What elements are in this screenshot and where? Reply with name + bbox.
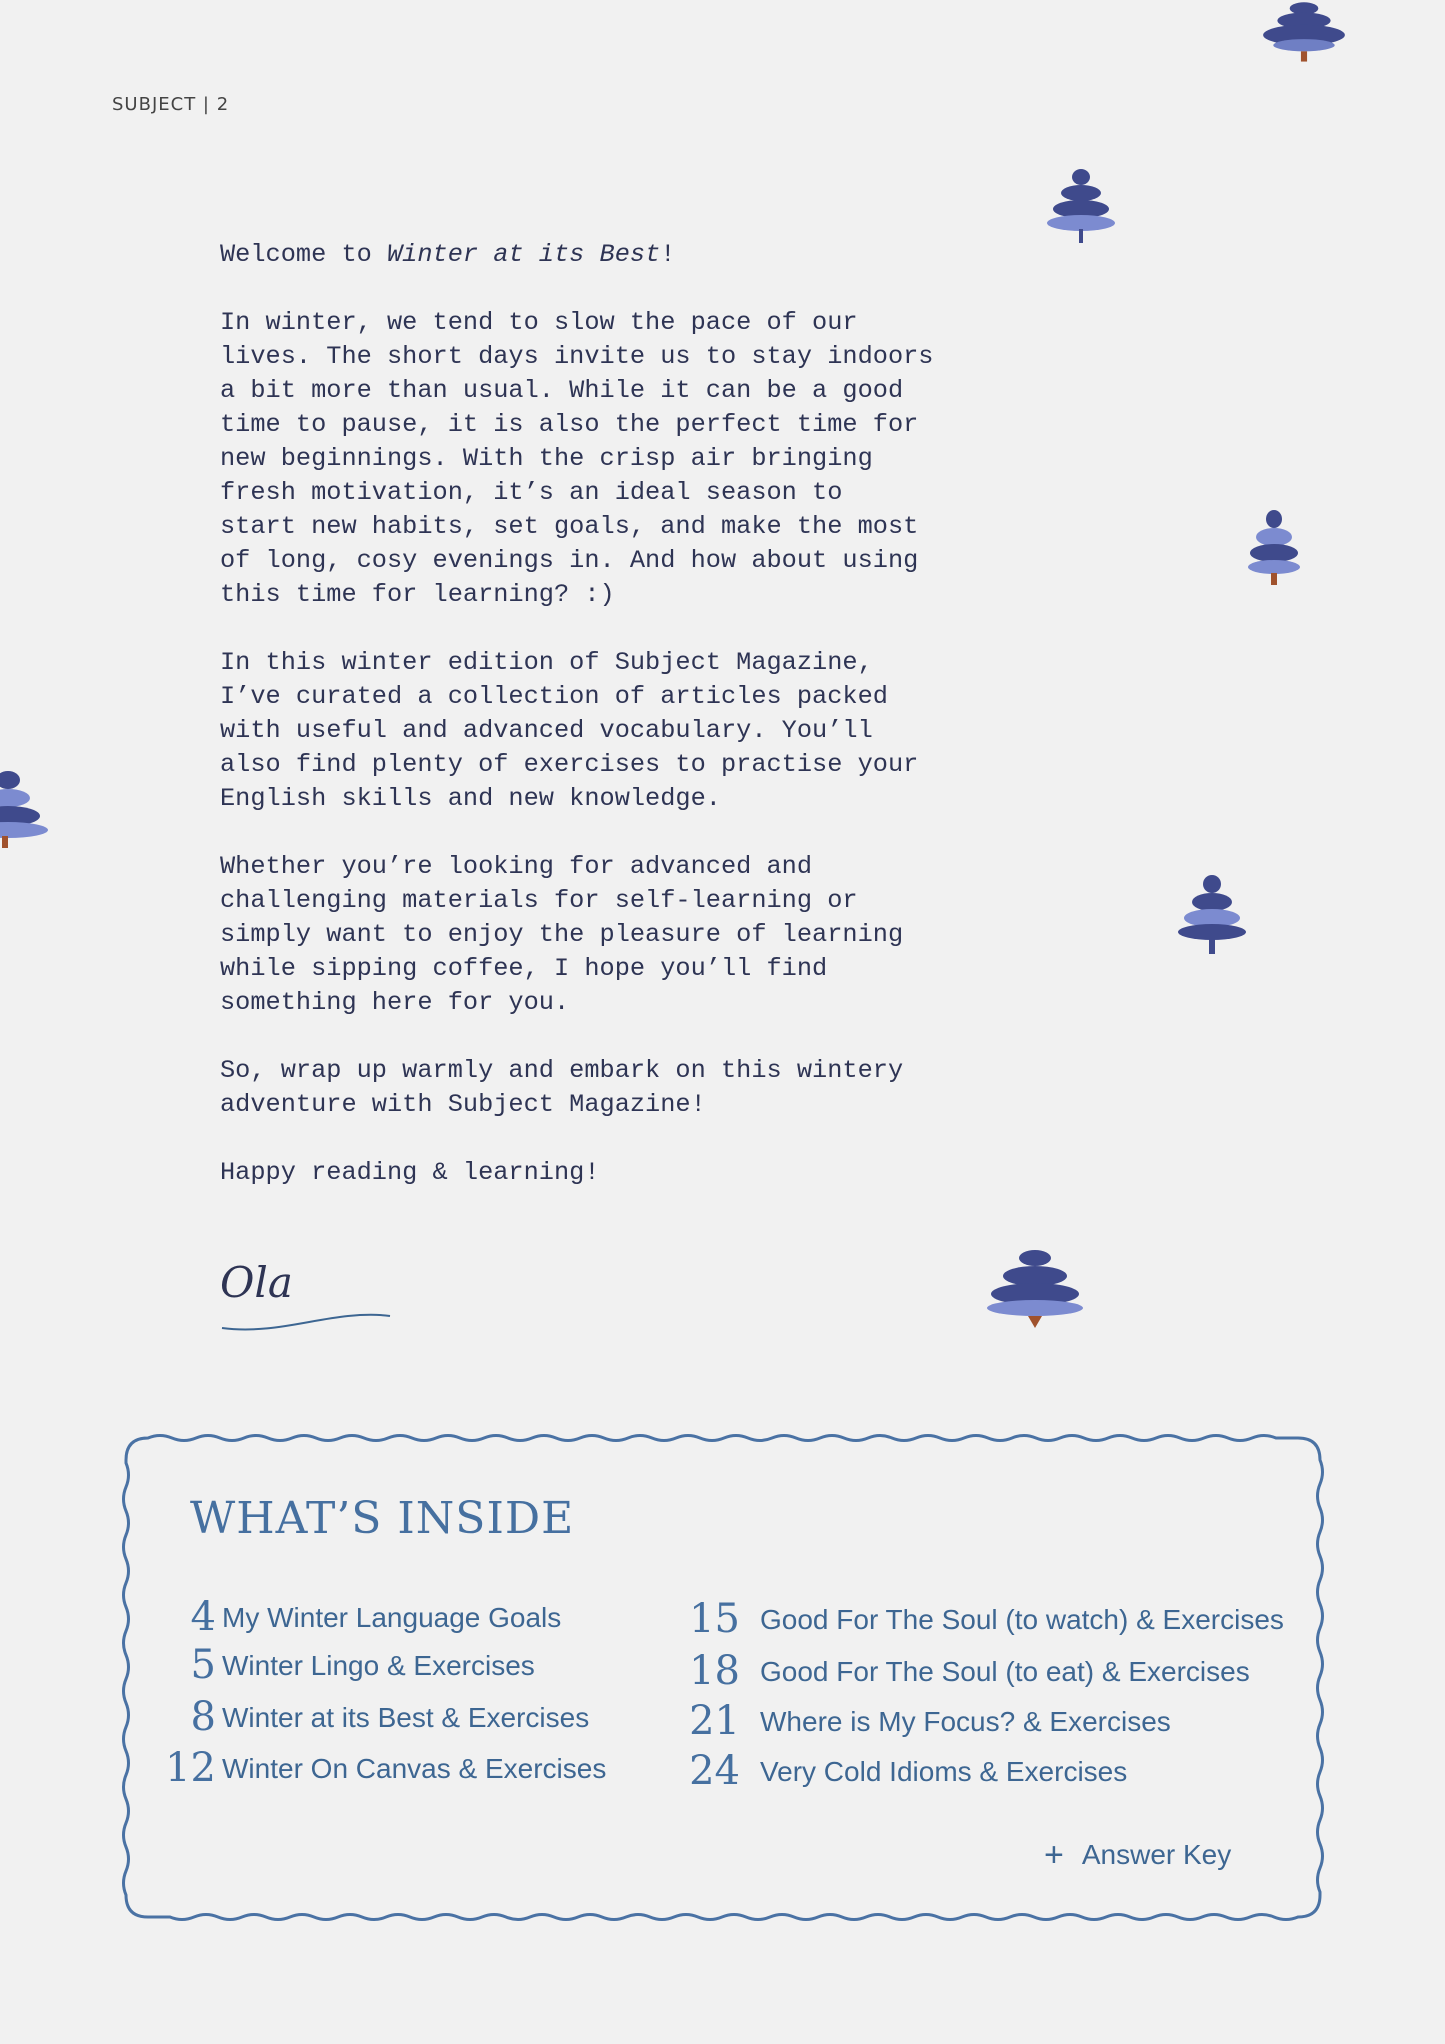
toc-entry[interactable]: Winter Lingo & Exercises xyxy=(222,1650,535,1681)
text-line: this time for learning? :) xyxy=(220,580,615,609)
paragraph-2 xyxy=(220,646,1020,816)
toc-entry[interactable]: Winter at its Best & Exercises xyxy=(222,1702,590,1733)
text-line: lives. The short days invite us to stay indoors xyxy=(220,342,934,371)
toc-entry[interactable]: Where is My Focus? & Exercises xyxy=(760,1706,1171,1737)
text-line: start new habits, set goals, and make the most xyxy=(220,512,919,541)
toc-page-number: 8 xyxy=(190,1694,216,1740)
toc-page-number: 24 xyxy=(689,1748,740,1794)
toc-entry[interactable]: My Winter Language Goals xyxy=(222,1602,562,1633)
magazine-issue-title: Winter at its Best xyxy=(387,240,661,269)
toc-page-number: 12 xyxy=(165,1745,216,1791)
text-line: English skills and new knowledge. xyxy=(220,784,721,813)
paragraph-1 xyxy=(220,306,1020,612)
tree-icon xyxy=(1176,870,1248,960)
answer-key-link[interactable] xyxy=(1044,1835,1231,1875)
signature-underline xyxy=(218,1298,398,1338)
text-line: adventure with Subject Magazine! xyxy=(220,1090,706,1119)
text-line: with useful and advanced vocabulary. You’ll xyxy=(220,716,873,745)
text-line: challenging materials for self-learning or xyxy=(220,886,858,915)
toc-page-number: 18 xyxy=(689,1648,740,1694)
text-line: In winter, we tend to slow the pace of our xyxy=(220,308,858,337)
text-line: fresh motivation, it’s an ideal season to xyxy=(220,478,843,507)
text-line: while sipping coffee, I hope you’ll find xyxy=(220,954,828,983)
paragraph-3 xyxy=(220,850,1020,1020)
paragraph-4 xyxy=(220,1054,1020,1122)
text-line: also find plenty of exercises to practise your xyxy=(220,750,919,779)
toc-entry[interactable]: Very Cold Idioms & Exercises xyxy=(760,1756,1128,1787)
toc-page-number: 21 xyxy=(689,1698,740,1744)
answer-key-label: Answer Key xyxy=(1081,1839,1232,1870)
toc-entry[interactable]: Good For The Soul (to watch) & Exercises xyxy=(760,1604,1284,1635)
text-line: I’ve curated a collection of articles packed xyxy=(220,682,888,711)
text-line: something here for you. xyxy=(220,988,570,1017)
greeting: Welcome to Winter at its Best! xyxy=(220,240,676,269)
text-line: a bit more than usual. While it can be a good xyxy=(220,376,904,405)
text-line: of long, cosy evenings in. And how about using xyxy=(220,546,919,575)
toc-entry[interactable]: Winter On Canvas & Exercises xyxy=(222,1753,607,1784)
tree-icon xyxy=(0,760,52,856)
signature-name: Ola xyxy=(220,1258,293,1307)
toc-title: WHAT’S INSIDE xyxy=(190,1493,575,1544)
toc-page-number: 4 xyxy=(190,1594,216,1640)
signature xyxy=(218,1258,398,1338)
text-line: new beginnings. With the crisp air bringing xyxy=(220,444,873,473)
text-line: simply want to enjoy the pleasure of learning xyxy=(220,920,904,949)
tree-icon xyxy=(1244,505,1304,589)
toc-page-number: 15 xyxy=(689,1596,740,1642)
editor-letter xyxy=(220,238,1020,1224)
text-line: In this winter edition of Subject Magazine, xyxy=(220,648,873,677)
tree-icon xyxy=(1258,0,1350,72)
tree-icon xyxy=(1044,163,1118,251)
toc-entry[interactable]: Good For The Soul (to eat) & Exercises xyxy=(760,1656,1250,1687)
running-head: SUBJECT | 2 xyxy=(112,94,230,115)
text-line: So, wrap up warmly and embark on this wintery xyxy=(220,1056,904,1085)
closing-line: Happy reading & learning! xyxy=(220,1158,600,1187)
plus-icon: + xyxy=(1044,1836,1064,1874)
tree-icon xyxy=(984,1244,1086,1340)
text-line: Whether you’re looking for advanced and xyxy=(220,852,813,881)
toc-page-number: 5 xyxy=(190,1642,216,1688)
text-line: time to pause, it is also the perfect time for xyxy=(220,410,919,439)
